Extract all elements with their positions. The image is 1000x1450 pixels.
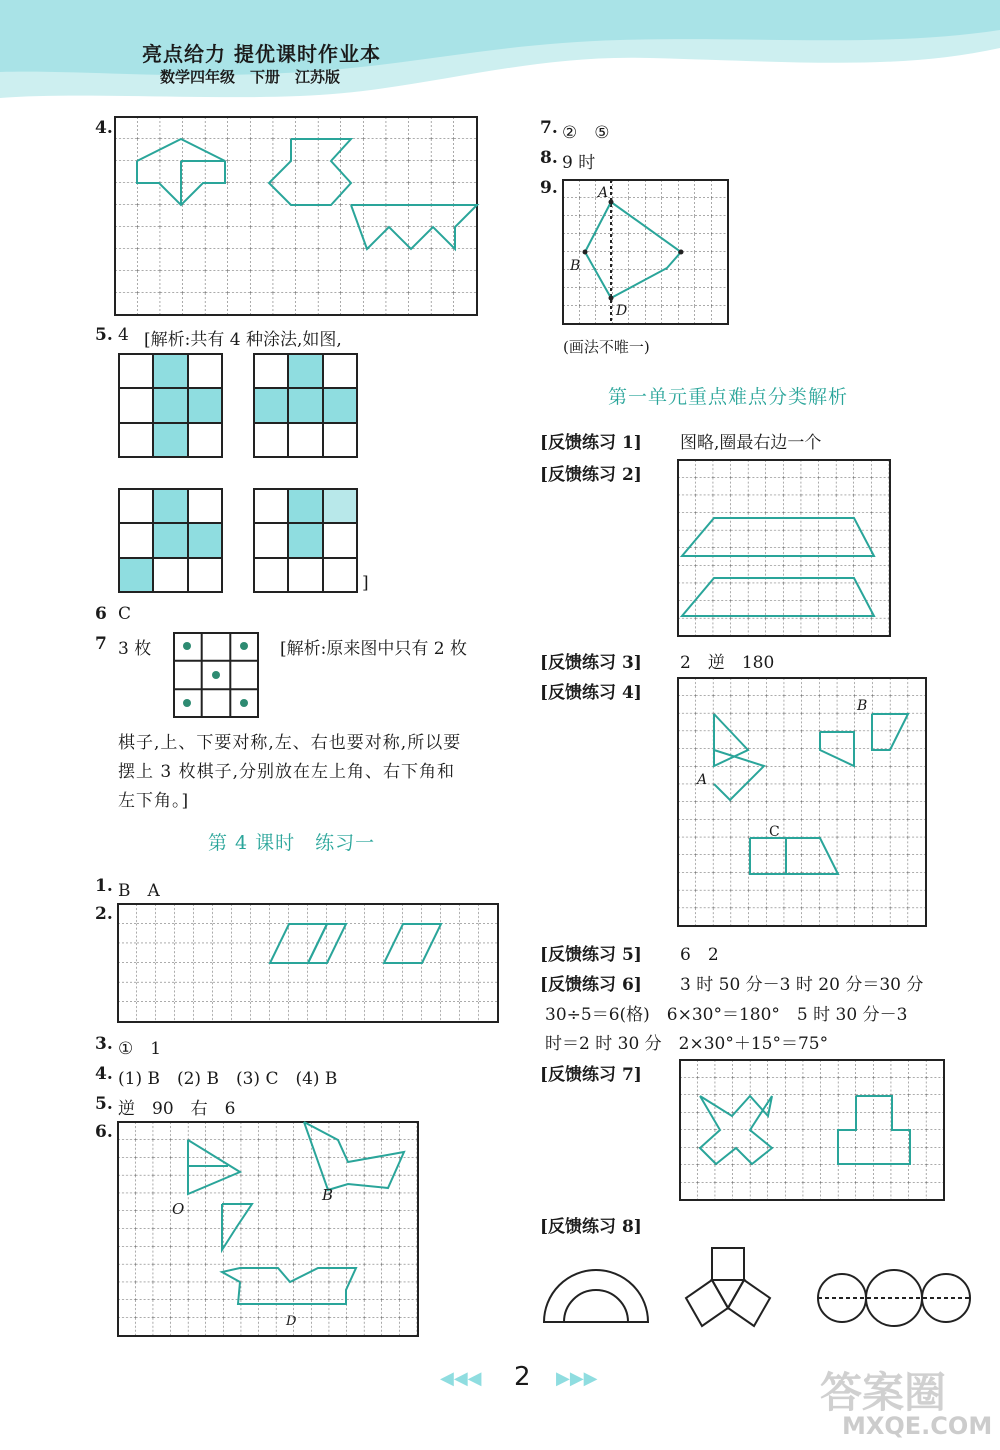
- q9-label-a: A: [598, 185, 609, 201]
- p3-answer: ① 1: [118, 1039, 162, 1059]
- fb6-label: [反馈练习 6]: [540, 975, 642, 995]
- q7-right-number: 7.: [540, 118, 558, 138]
- fb5-label: [反馈练习 5]: [540, 945, 642, 965]
- coloring-grid-1: [118, 353, 223, 458]
- q7-line-3: 左下角。]: [118, 791, 190, 811]
- fb6-line-1: 3 时 50 分－3 时 20 分＝30 分: [680, 975, 924, 995]
- fb7-grid-figure: [680, 1060, 944, 1200]
- p6-label-b: B: [322, 1186, 334, 1204]
- q9-grid-figure: [563, 180, 728, 324]
- q7-note: [解析:原来图中只有 2 枚: [280, 639, 467, 659]
- p2-grid-figure: [118, 904, 498, 1022]
- p4-answer: (1) B (2) B (3) C (4) B: [118, 1069, 338, 1089]
- q7-line-1: 棋子,上、下要对称,左、右也要对称,所以要: [118, 733, 462, 753]
- q8-right-number: 8.: [540, 148, 558, 168]
- fb4-label-b: B: [857, 698, 868, 714]
- book-title: 亮点给力 提优课时作业本: [142, 42, 381, 66]
- watermark-logo: 答案圈: [820, 1368, 947, 1417]
- section-title-unit1: 第一单元重点难点分类解析: [608, 386, 849, 408]
- p5-answer: 逆 90 右 6: [118, 1099, 236, 1119]
- book-subtitle: 数学四年级 下册 江苏版: [160, 68, 341, 86]
- fb3-answer: 2 逆 180: [680, 653, 775, 673]
- q7-number: 7: [95, 634, 107, 654]
- fb4-label-c: C: [769, 824, 780, 840]
- q9-right-number: 9.: [540, 178, 558, 198]
- q9-note: (画法不唯一): [563, 338, 650, 356]
- q7-answer: 3 枚: [118, 639, 152, 659]
- watermark-url: MXQE.COM: [842, 1412, 993, 1440]
- footer-right-arrows: ▶▶▶: [556, 1368, 598, 1389]
- p2-number: 2.: [95, 904, 113, 924]
- coloring-grid-3: [118, 488, 223, 593]
- fb5-answer: 6 2: [680, 945, 719, 965]
- fb7-label: [反馈练习 7]: [540, 1065, 642, 1085]
- q7-line-2: 摆上 3 枚棋子,分别放在左上角、右下角和: [118, 762, 456, 782]
- fb6-line-2: 30÷5＝6(格) 6×30°＝180° 5 时 30 分－3: [545, 1005, 908, 1025]
- q5-close: ]: [362, 573, 369, 593]
- q6-answer: C: [118, 604, 132, 624]
- q9-label-b: B: [570, 258, 581, 274]
- page-number: 2: [514, 1362, 531, 1392]
- p6-grid-figure: [118, 1122, 418, 1336]
- p6-number: 6.: [95, 1122, 113, 1142]
- p1-answer: B A: [118, 881, 160, 901]
- p3-number: 3.: [95, 1034, 113, 1054]
- p6-label-o: O: [172, 1200, 185, 1218]
- fb1-answer: 图略,圈最右边一个: [680, 433, 822, 453]
- q4-number: 4.: [95, 118, 113, 138]
- q8-right-answer: 9 时: [562, 153, 596, 173]
- p5-number: 5.: [95, 1094, 113, 1114]
- q5-answer: 4: [118, 325, 129, 345]
- coloring-grid-4: [253, 488, 358, 593]
- coloring-grid-2: [253, 353, 358, 458]
- fb2-grid-figure: [678, 460, 890, 636]
- q7-right-answer: ② ⑤: [562, 123, 610, 143]
- fb6-line-3: 时＝2 时 30 分 2×30°＋15°＝75°: [545, 1034, 829, 1054]
- fb8-shapes: [540, 1240, 960, 1340]
- fb1-label: [反馈练习 1]: [540, 433, 642, 453]
- q4-grid-figure: [115, 117, 477, 315]
- p4-number: 4.: [95, 1064, 113, 1084]
- fb4-label: [反馈练习 4]: [540, 683, 642, 703]
- fb3-label: [反馈练习 3]: [540, 653, 642, 673]
- section-title-lesson4: 第 4 课时 练习一: [208, 832, 376, 854]
- fb4-label-a: A: [697, 772, 708, 788]
- chess-grid: [173, 632, 259, 718]
- q5-number: 5.: [95, 325, 113, 345]
- fb4-grid-figure: [678, 678, 926, 926]
- p1-number: 1.: [95, 876, 113, 896]
- q6-number: 6: [95, 604, 107, 624]
- q9-label-d: D: [616, 303, 628, 319]
- q5-note: [解析:共有 4 种涂法,如图,: [144, 330, 342, 350]
- footer-left-arrows: ◀◀◀: [440, 1368, 482, 1389]
- p6-label-d: D: [286, 1314, 297, 1329]
- fb8-label: [反馈练习 8]: [540, 1217, 642, 1237]
- fb2-label: [反馈练习 2]: [540, 465, 642, 485]
